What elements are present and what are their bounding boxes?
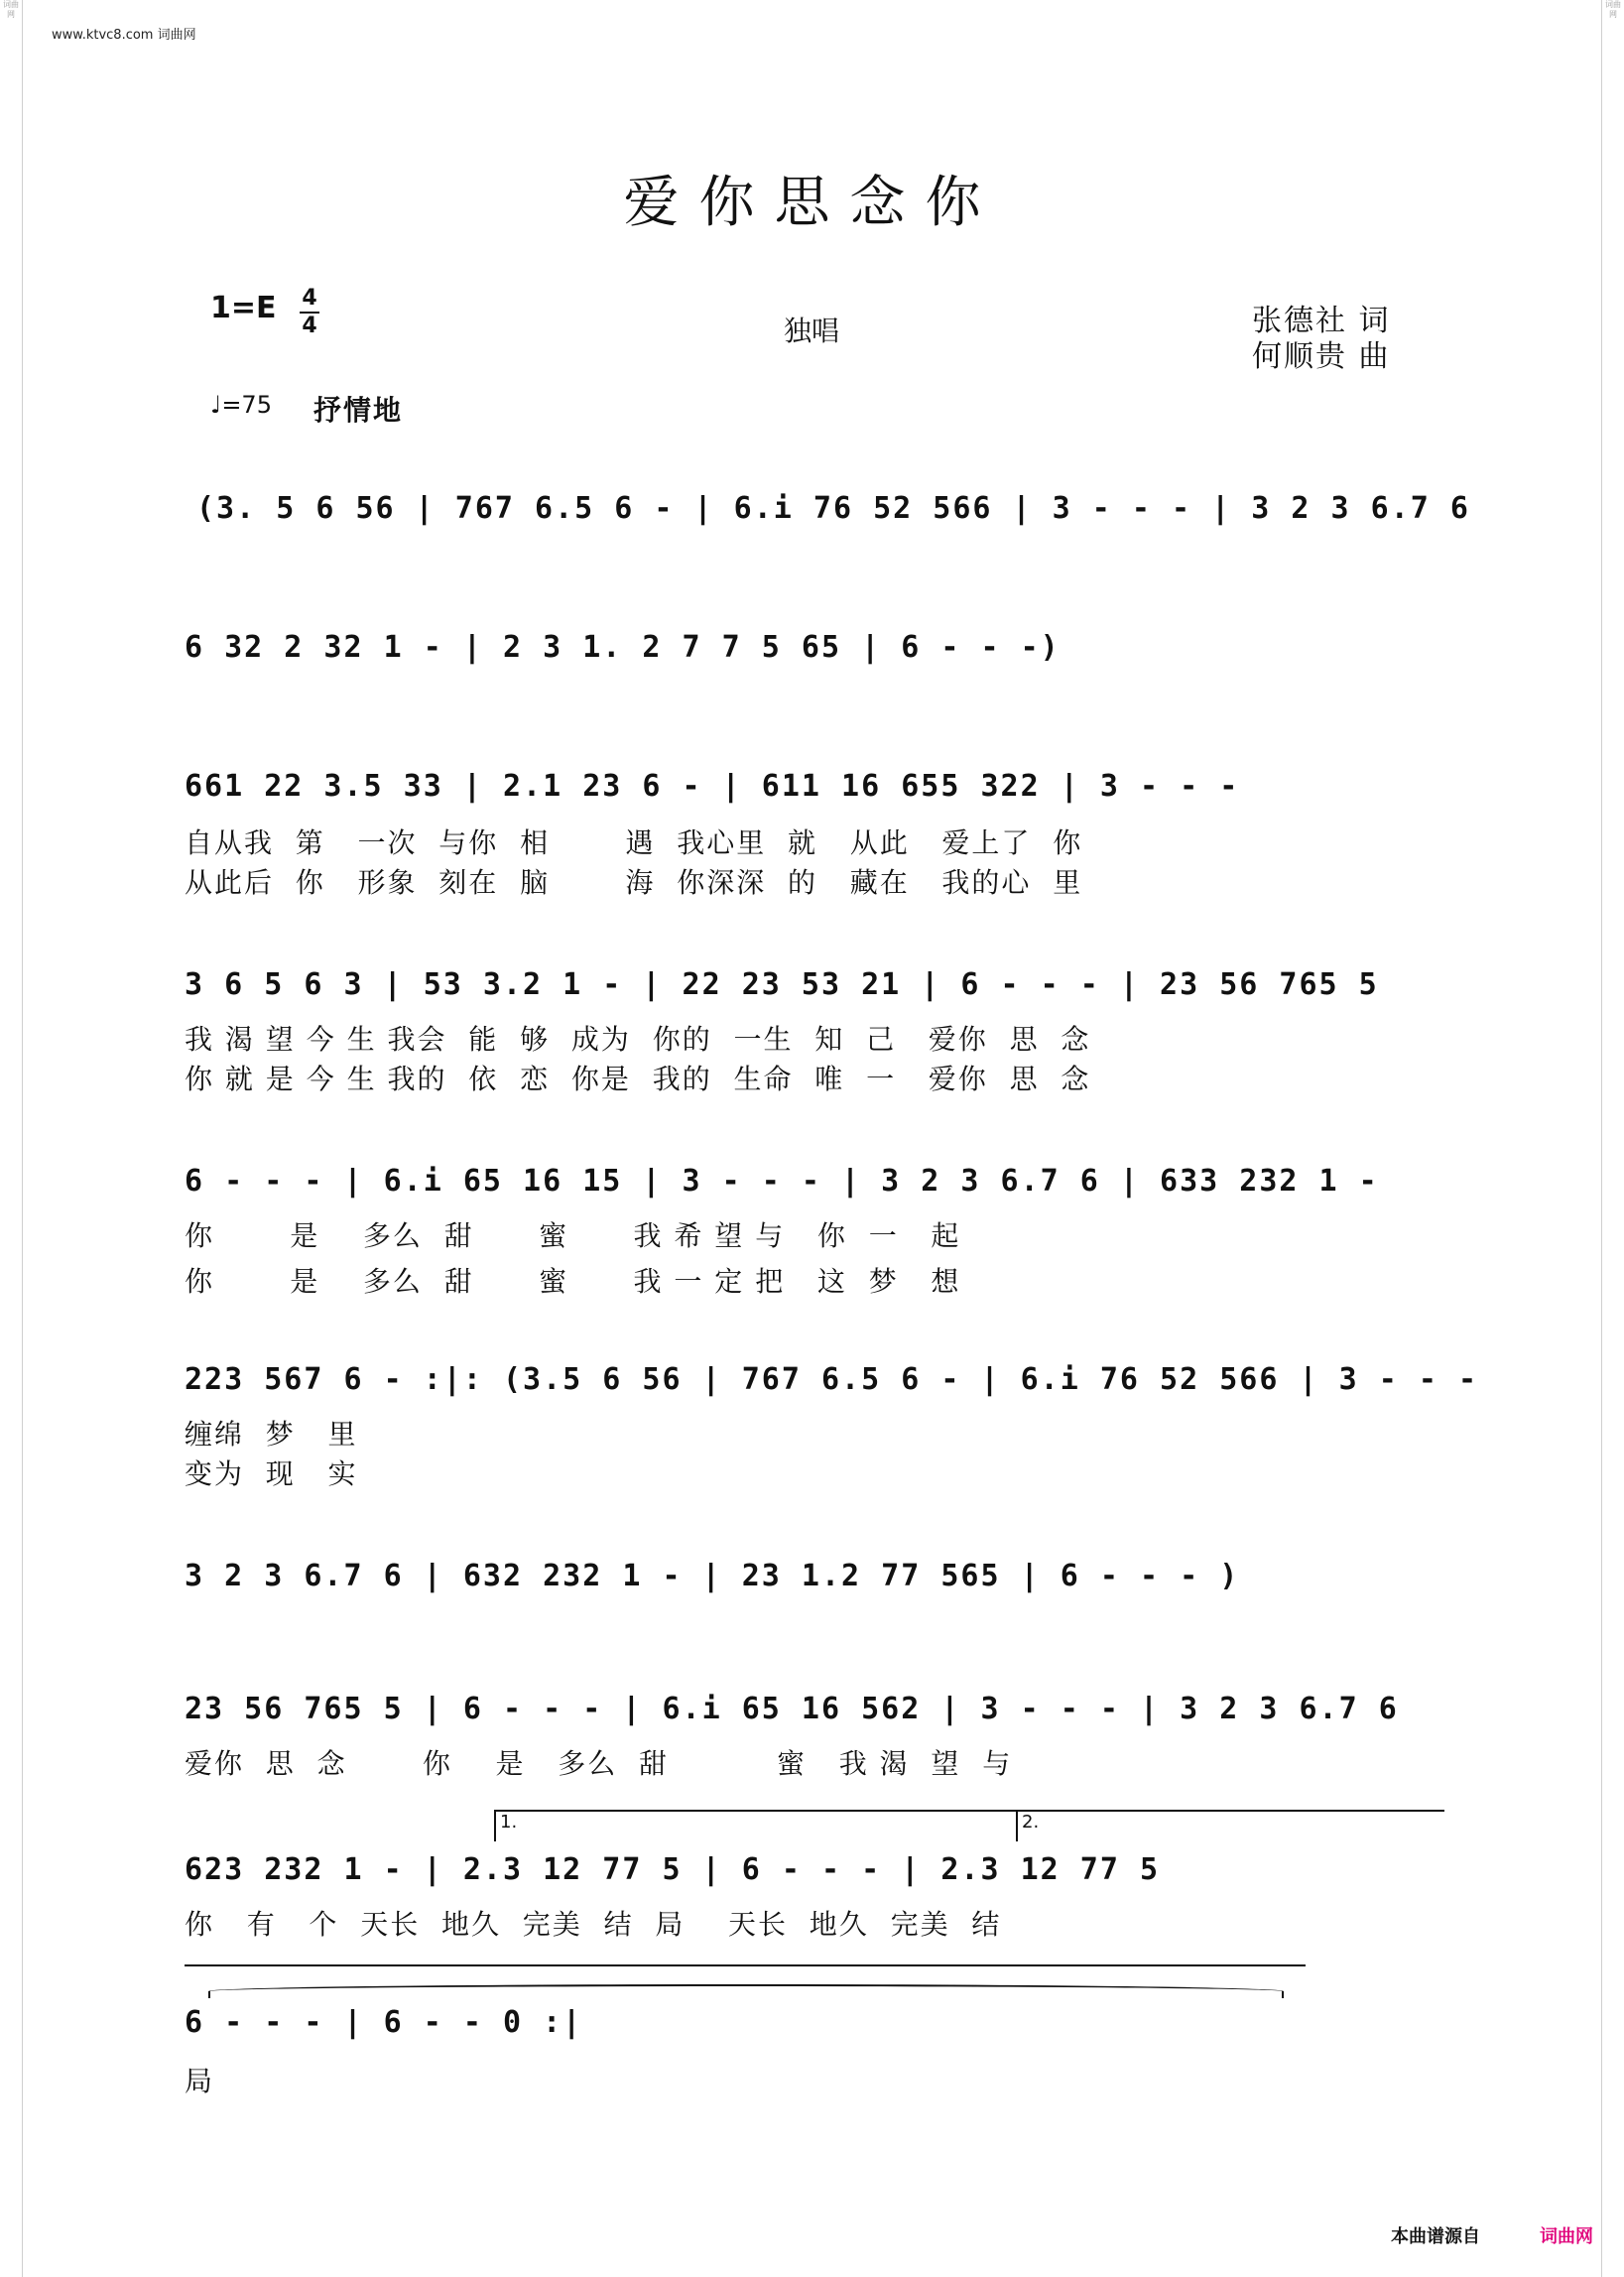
notation-text: 6 - - - | 6 - - 0 :| [185,2004,583,2040]
staff-row-4 [185,952,1440,1095]
left-watermark-strip [0,0,23,2277]
notation-text: 6 32 2 32 1 - | 2 3 1. 2 7 7 5 65 | 6 - - -) [185,629,1061,665]
staff-notes [185,1149,1440,1212]
staff-row-10 [185,1990,1440,2097]
staff-row-7 [185,1544,1440,1623]
volta-2-label: 2. [1022,1812,1040,1833]
tempo-marking: ♩=75 [210,391,272,419]
staff-notes [185,952,1440,1016]
notation-text: 3 2 3 6.7 6 | 632 232 1 - | 23 1.2 77 565 | 6 - - - ) [185,1558,1240,1593]
lyric-line-1: 你 是 多么 甜 蜜 我 希 望 与 你 一 起 [185,1219,961,1252]
lyric-line-2: 变为 现 实 [185,1457,358,1490]
staff-notes [185,1347,1478,1411]
lyric-line-1: 局 [185,2065,215,2097]
staff-notes [185,1544,1440,1607]
watermark-text: 词曲网 [1605,0,1621,19]
notation-text: 661 22 3.5 33 | 2.1 23 6 - | 611 16 655 322 | 3 - - - [185,768,1240,804]
notation-text: 23 56 765 5 | 6 - - - | 6.i 65 16 562 | 3 - - - | 3 2 3 6.7 6 [185,1691,1399,1726]
performance-type: 独唱 [784,315,840,347]
lyric-line-2: 你 是 多么 甜 蜜 我 一 定 把 这 梦 想 [185,1265,961,1298]
lyric-line-1: 自从我 第 一次 与你 相 遇 我心里 就 从此 爱上了 你 [185,826,1083,859]
staff-notes [185,615,1440,679]
lyric-line-1: 缠绵 梦 里 [185,1418,358,1451]
staff-notes [185,1837,1440,1901]
lyric-line-1: 爱你 思 念 你 是 多么 甜 蜜 我 渴 望 与 [185,1747,1013,1780]
staff-notes [185,1677,1440,1740]
time-signature [300,288,319,337]
lyric-line-2: 从此后 你 形象 刻在 脑 海 你深深 的 藏在 我的心 里 [185,866,1083,899]
staff-row-2 [185,615,1440,695]
notation-text: 3 6 5 6 3 | 53 3.2 1 - | 22 23 53 21 | 6 - - - | 23 56 765 5 [185,966,1379,1002]
notation-text: 6 - - - | 6.i 65 16 15 | 3 - - - | 3 2 3 6.7 6 | 633 232 1 - [185,1163,1379,1199]
volta-1-label: 1. [500,1812,518,1833]
right-watermark-strip [1601,0,1624,2277]
staff-notes [185,476,1470,540]
staff-row-3 [185,754,1440,899]
notation-text: 623 232 1 - | 2.3 12 77 5 | 6 - - - | 2.3 12 77 5 [185,1851,1161,1887]
composer-credit: 何顺贵 曲 [1252,339,1391,374]
expression-marking: 抒情地 [313,394,404,427]
key-signature: 1=E [210,291,277,325]
watermark-text: 词曲网 [3,0,19,19]
staff-row-9 [185,1812,1440,1941]
notation-text: 223 567 6 - :|: (3.5 6 56 | 767 6.5 6 - | 6.i 76 52 566 | 3 - - - [185,1361,1478,1397]
staff-notes [185,1990,1440,2054]
footer-site-link[interactable]: 词曲网 [1540,2226,1593,2247]
lyric-line-1: 你 有 个 天长 地久 完美 结 局 天长 地久 完美 结 [185,1908,1002,1941]
staff-row-8 [185,1677,1440,1780]
staff-row-5 [185,1149,1440,1298]
footer-source-label: 本曲谱源自 [1391,2226,1480,2247]
time-signature-bottom: 4 [302,314,317,338]
staff-row-6 [185,1347,1478,1490]
lyric-line-2: 你 就 是 今 生 我的 依 恋 你是 我的 生命 唯 一 爱你 思 念 [185,1063,1091,1095]
volta-2-closing-line [185,1964,1306,1966]
time-signature-top: 4 [302,286,317,311]
staff-row-1 [185,476,1470,556]
staff-notes [185,754,1440,818]
lyricist-credit: 张德社 词 [1252,304,1391,338]
song-title: 爱你思念你 [623,171,1001,235]
lyric-line-1: 我 渴 望 今 生 我会 能 够 成为 你的 一生 知 己 爱你 思 念 [185,1023,1091,1056]
site-header[interactable]: www.ktvc8.com 词曲网 [52,28,196,43]
notation-text: (3. 5 6 56 | 767 6.5 6 - | 6.i 76 52 566 | 3 - - - | 3 2 3 6.7 6 [196,490,1470,526]
